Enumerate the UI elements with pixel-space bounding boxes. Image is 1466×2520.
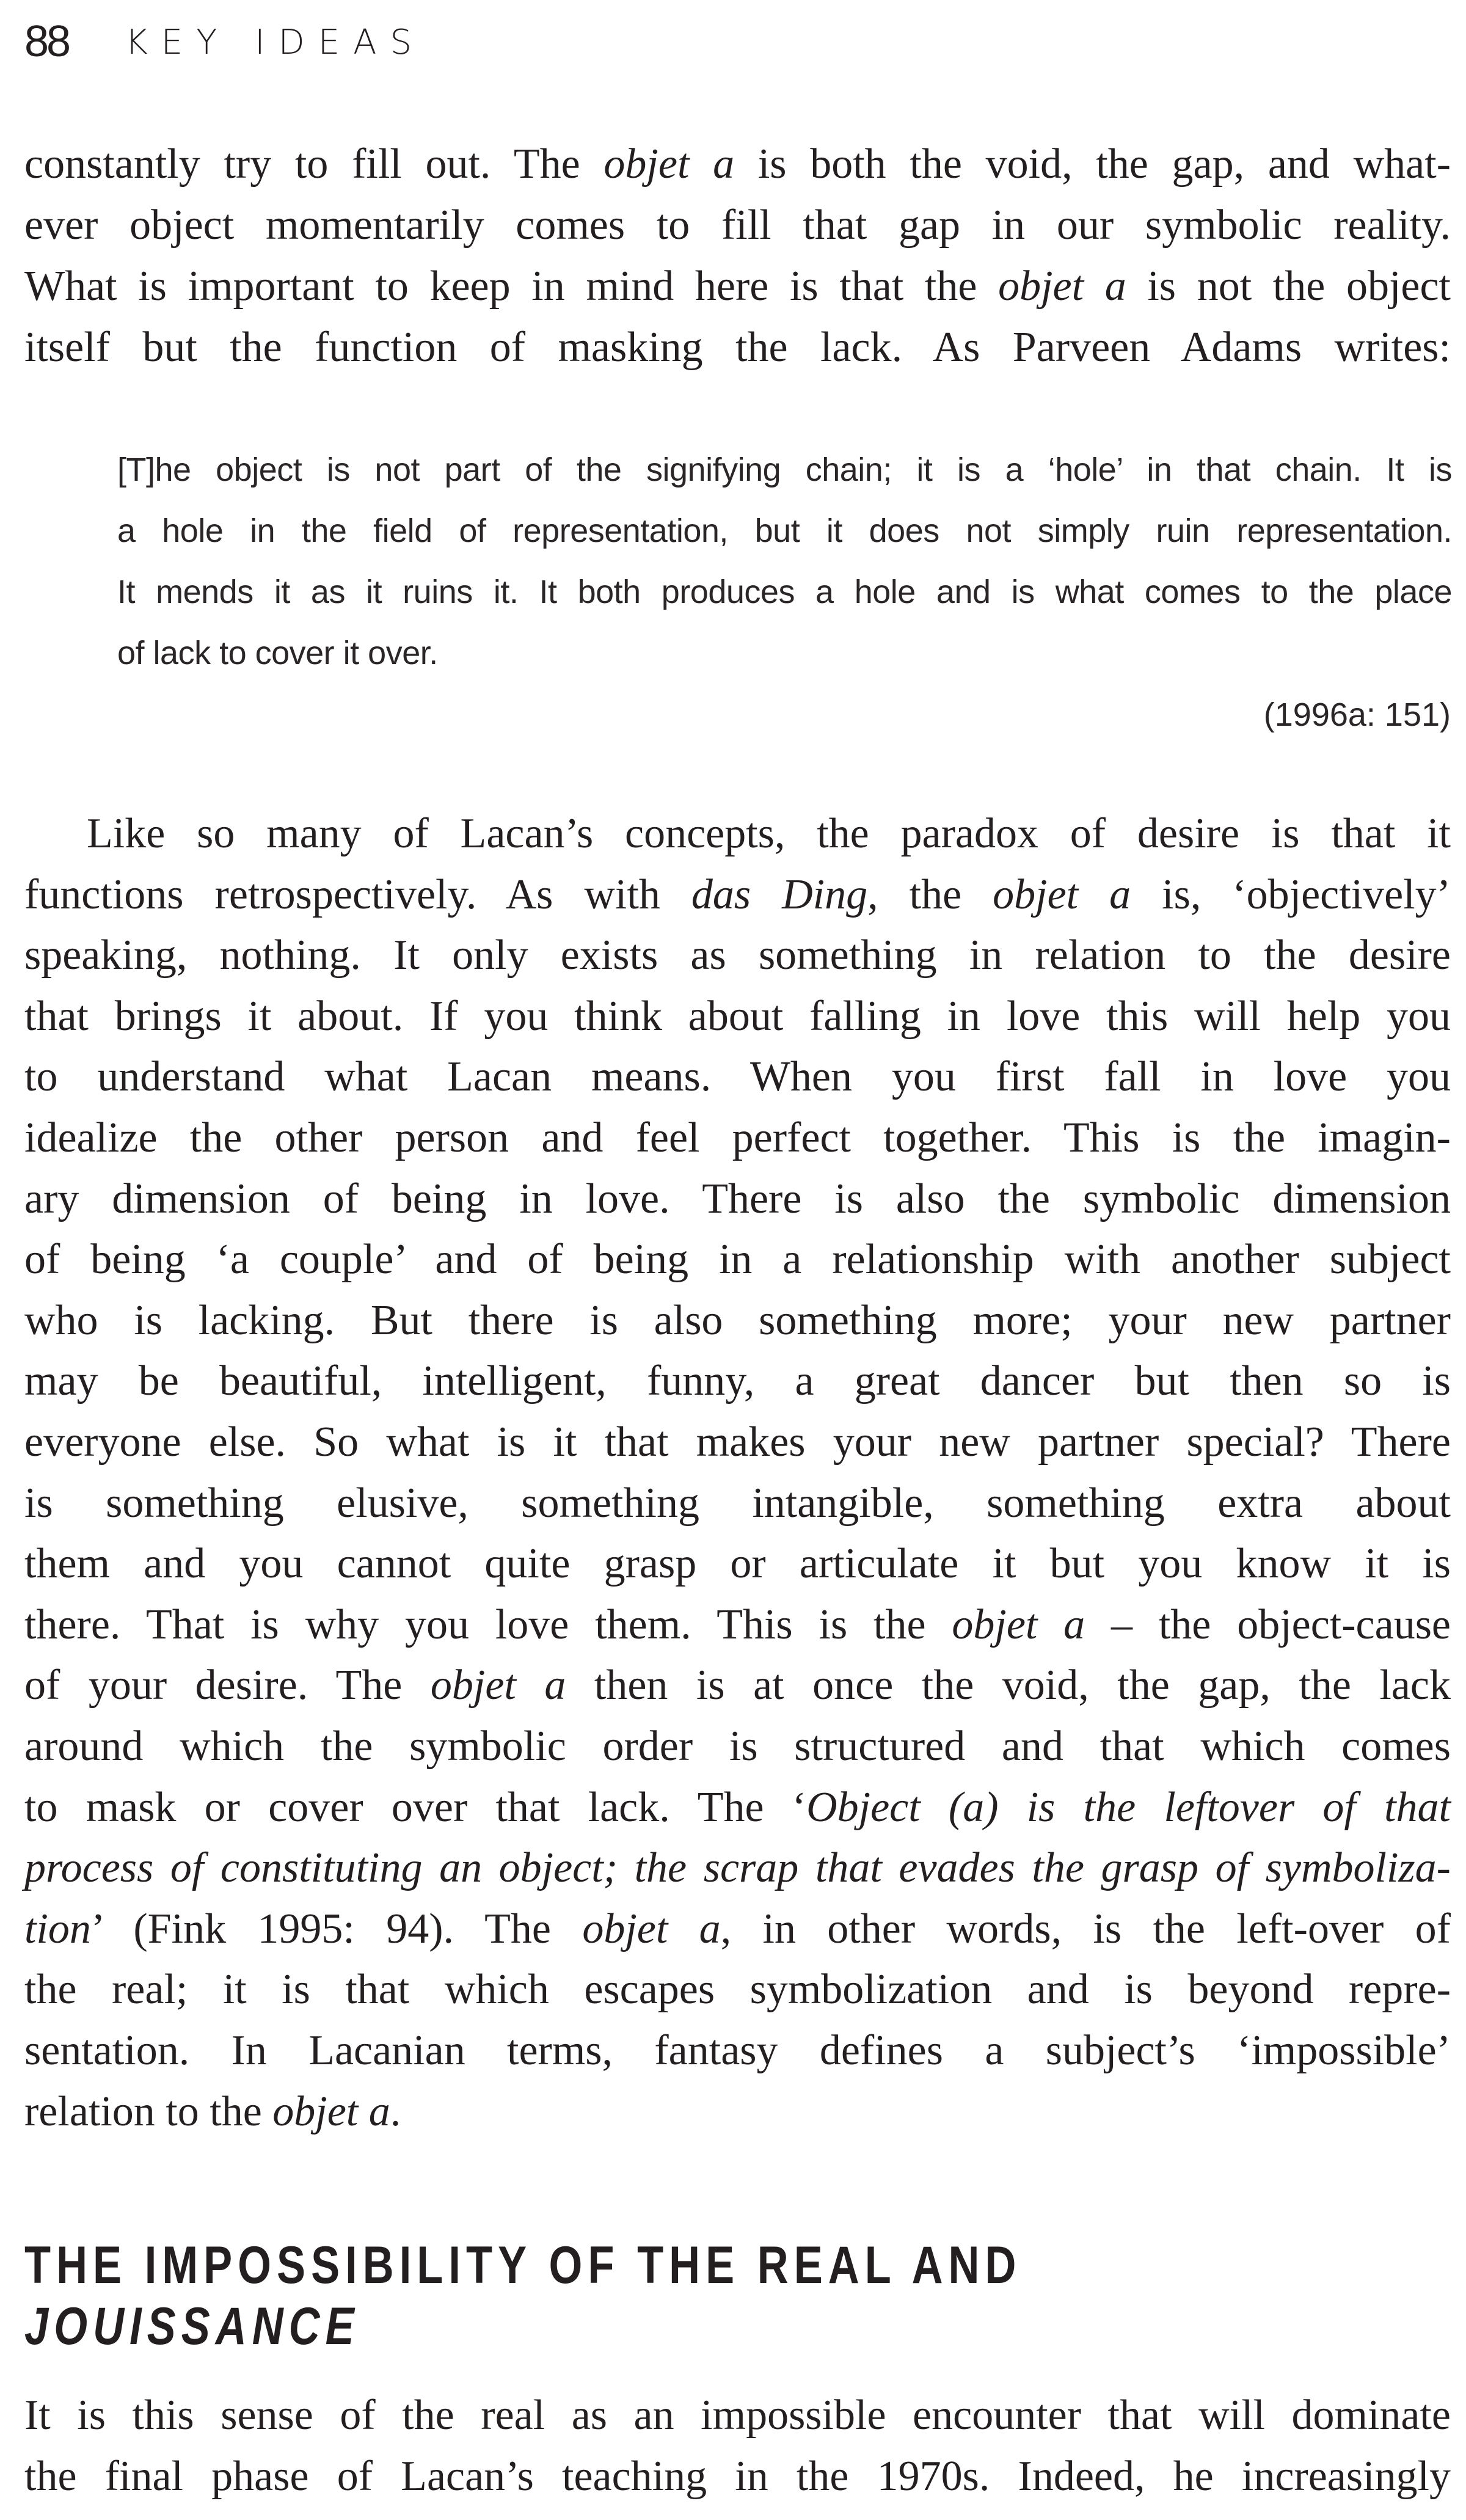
quote-line: a hole in the field of representation, but it does not simply ruin representation. xyxy=(117,513,1452,549)
section-heading-line-2: JOUISSANCE xyxy=(24,2297,360,2356)
italic-text: objet a xyxy=(952,1601,1085,1648)
text-run: is something elusive, something intangible, something extra about xyxy=(24,1479,1451,1527)
text-line xyxy=(24,1533,1451,1594)
text-run: them and you cannot quite grasp or articulate it but you know it is xyxy=(24,1540,1451,1588)
text-run: is both the void, the gap, and what- xyxy=(734,141,1451,188)
text-line xyxy=(24,317,1451,378)
text-line xyxy=(24,1229,1451,1290)
italic-text: objet a xyxy=(582,1905,721,1952)
text-run: idealize the other person and feel perfect together. This is the imagin- xyxy=(24,1114,1451,1161)
quote-line: of lack to cover it over. xyxy=(117,635,438,671)
text-line xyxy=(24,1959,1451,2020)
text-run: functions retrospectively. As with xyxy=(24,871,691,918)
text-line xyxy=(24,1899,1451,1960)
text-run: relation to the xyxy=(24,2087,273,2135)
italic-text: objet a xyxy=(604,141,735,188)
text-line xyxy=(24,1412,1451,1473)
text-line xyxy=(24,1290,1451,1351)
text-line xyxy=(24,1108,1451,1169)
text-line xyxy=(24,1351,1451,1412)
quote-line: [T]he object is not part of the signifying chain; it is a ‘hole’ in that chain. It is xyxy=(117,451,1452,488)
text-line xyxy=(24,2385,1451,2446)
text-run: to mask or cover over that lack. The ‘ xyxy=(24,1783,807,1831)
text-run: of your desire. The xyxy=(24,1662,431,1709)
text-run: speaking, nothing. It only exists as something in relation to the desire xyxy=(24,932,1451,979)
text-run: It is this sense of the real as an impossible encounter that will dominate xyxy=(24,2392,1451,2439)
quote-line: It mends it as it ruins it. It both produces a hole and is what comes to the place xyxy=(117,574,1452,610)
text-line xyxy=(24,925,1451,986)
text-line xyxy=(24,1777,1451,1838)
text-line xyxy=(24,1838,1451,1899)
text-run: is not the object xyxy=(1126,263,1451,310)
text-line xyxy=(24,1655,1451,1716)
text-run: Like so many of Lacan’s concepts, the paradox of desire is that it xyxy=(87,810,1451,857)
text-run: ever object momentarily comes to fill that gap in our symbolic reality. xyxy=(24,202,1451,249)
text-line xyxy=(24,134,1451,195)
text-line xyxy=(24,986,1451,1047)
text-run: to understand what Lacan means. When you first fall in love you xyxy=(24,1053,1451,1101)
text-line xyxy=(24,1046,1451,1108)
text-run: everyone else. So what is it that makes your new partner special? There xyxy=(24,1419,1451,1466)
italic-text: process of constituting an object; the scrap that evades the grasp of symboliza- xyxy=(24,1844,1451,1892)
italic-text: objet a xyxy=(998,263,1126,310)
section-heading-line-1: THE IMPOSSIBILITY OF THE REAL AND xyxy=(24,2236,1022,2295)
text-line xyxy=(24,2020,1451,2081)
running-head-title: KEY IDEAS xyxy=(125,23,425,62)
text-run: – the object-cause xyxy=(1085,1601,1451,1648)
text-run: the real; it is that which escapes symbolization and is beyond repre- xyxy=(24,1966,1451,2014)
text-run: who is lacking. But there is also something more; your new partner xyxy=(24,1296,1451,1344)
text-run: What is important to keep in mind here is that the xyxy=(24,263,999,310)
text-run: that brings it about. If you think about falling in love this will help you xyxy=(24,992,1451,1040)
text-line xyxy=(24,1169,1451,1230)
text-run: around which the symbolic order is structured and that which comes xyxy=(24,1723,1451,1770)
italic-text: Object (a) is the leftover of that xyxy=(806,1783,1451,1831)
text-line xyxy=(24,2446,1451,2507)
text-line xyxy=(24,256,1451,317)
text-line xyxy=(24,2081,1451,2142)
italic-text: objet a xyxy=(993,871,1131,918)
text-run: of being ‘a couple’ and of being in a relationship with another subject xyxy=(24,1236,1451,1284)
italic-text: objet a xyxy=(430,1662,566,1709)
page-number: 88 xyxy=(24,17,69,66)
text-line xyxy=(24,1473,1451,1534)
text-run: itself but the function of masking the lack. As Parveen Adams writes: xyxy=(24,324,1451,371)
text-run: . xyxy=(390,2087,401,2135)
text-run: is, ‘objectively’ xyxy=(1131,871,1451,918)
text-line xyxy=(24,195,1451,256)
italic-text: tion xyxy=(24,1905,91,1952)
text-run: the final phase of Lacan’s teaching in the 1970s. Indeed, he increasingly xyxy=(24,2453,1451,2500)
text-run: then is at once the void, the gap, the lack xyxy=(566,1662,1451,1709)
text-line xyxy=(24,1716,1451,1777)
text-line xyxy=(24,1594,1451,1656)
text-run: sentation. In Lacanian terms, fantasy defines a subject’s ‘impossible’ xyxy=(24,2027,1451,2074)
text-run: ’ (Fink 1995: 94). The xyxy=(90,1905,583,1952)
text-line xyxy=(24,803,1451,864)
text-run: , the xyxy=(867,871,993,918)
text-run: there. That is why you love them. This is the xyxy=(24,1601,952,1648)
text-run: , in other words, is the left-over of xyxy=(720,1905,1451,1952)
text-run: constantly try to fill out. The xyxy=(24,141,604,188)
text-run: may be beautiful, intelligent, funny, a great dancer but then so is xyxy=(24,1357,1451,1405)
italic-text: das Ding xyxy=(691,871,868,918)
text-run: ary dimension of being in love. There is also the symbolic dimension xyxy=(24,1175,1451,1222)
text-line xyxy=(24,864,1451,926)
running-head xyxy=(24,0,635,67)
italic-text: objet a xyxy=(272,2087,390,2135)
quote-citation: (1996a: 151) xyxy=(1263,696,1451,733)
